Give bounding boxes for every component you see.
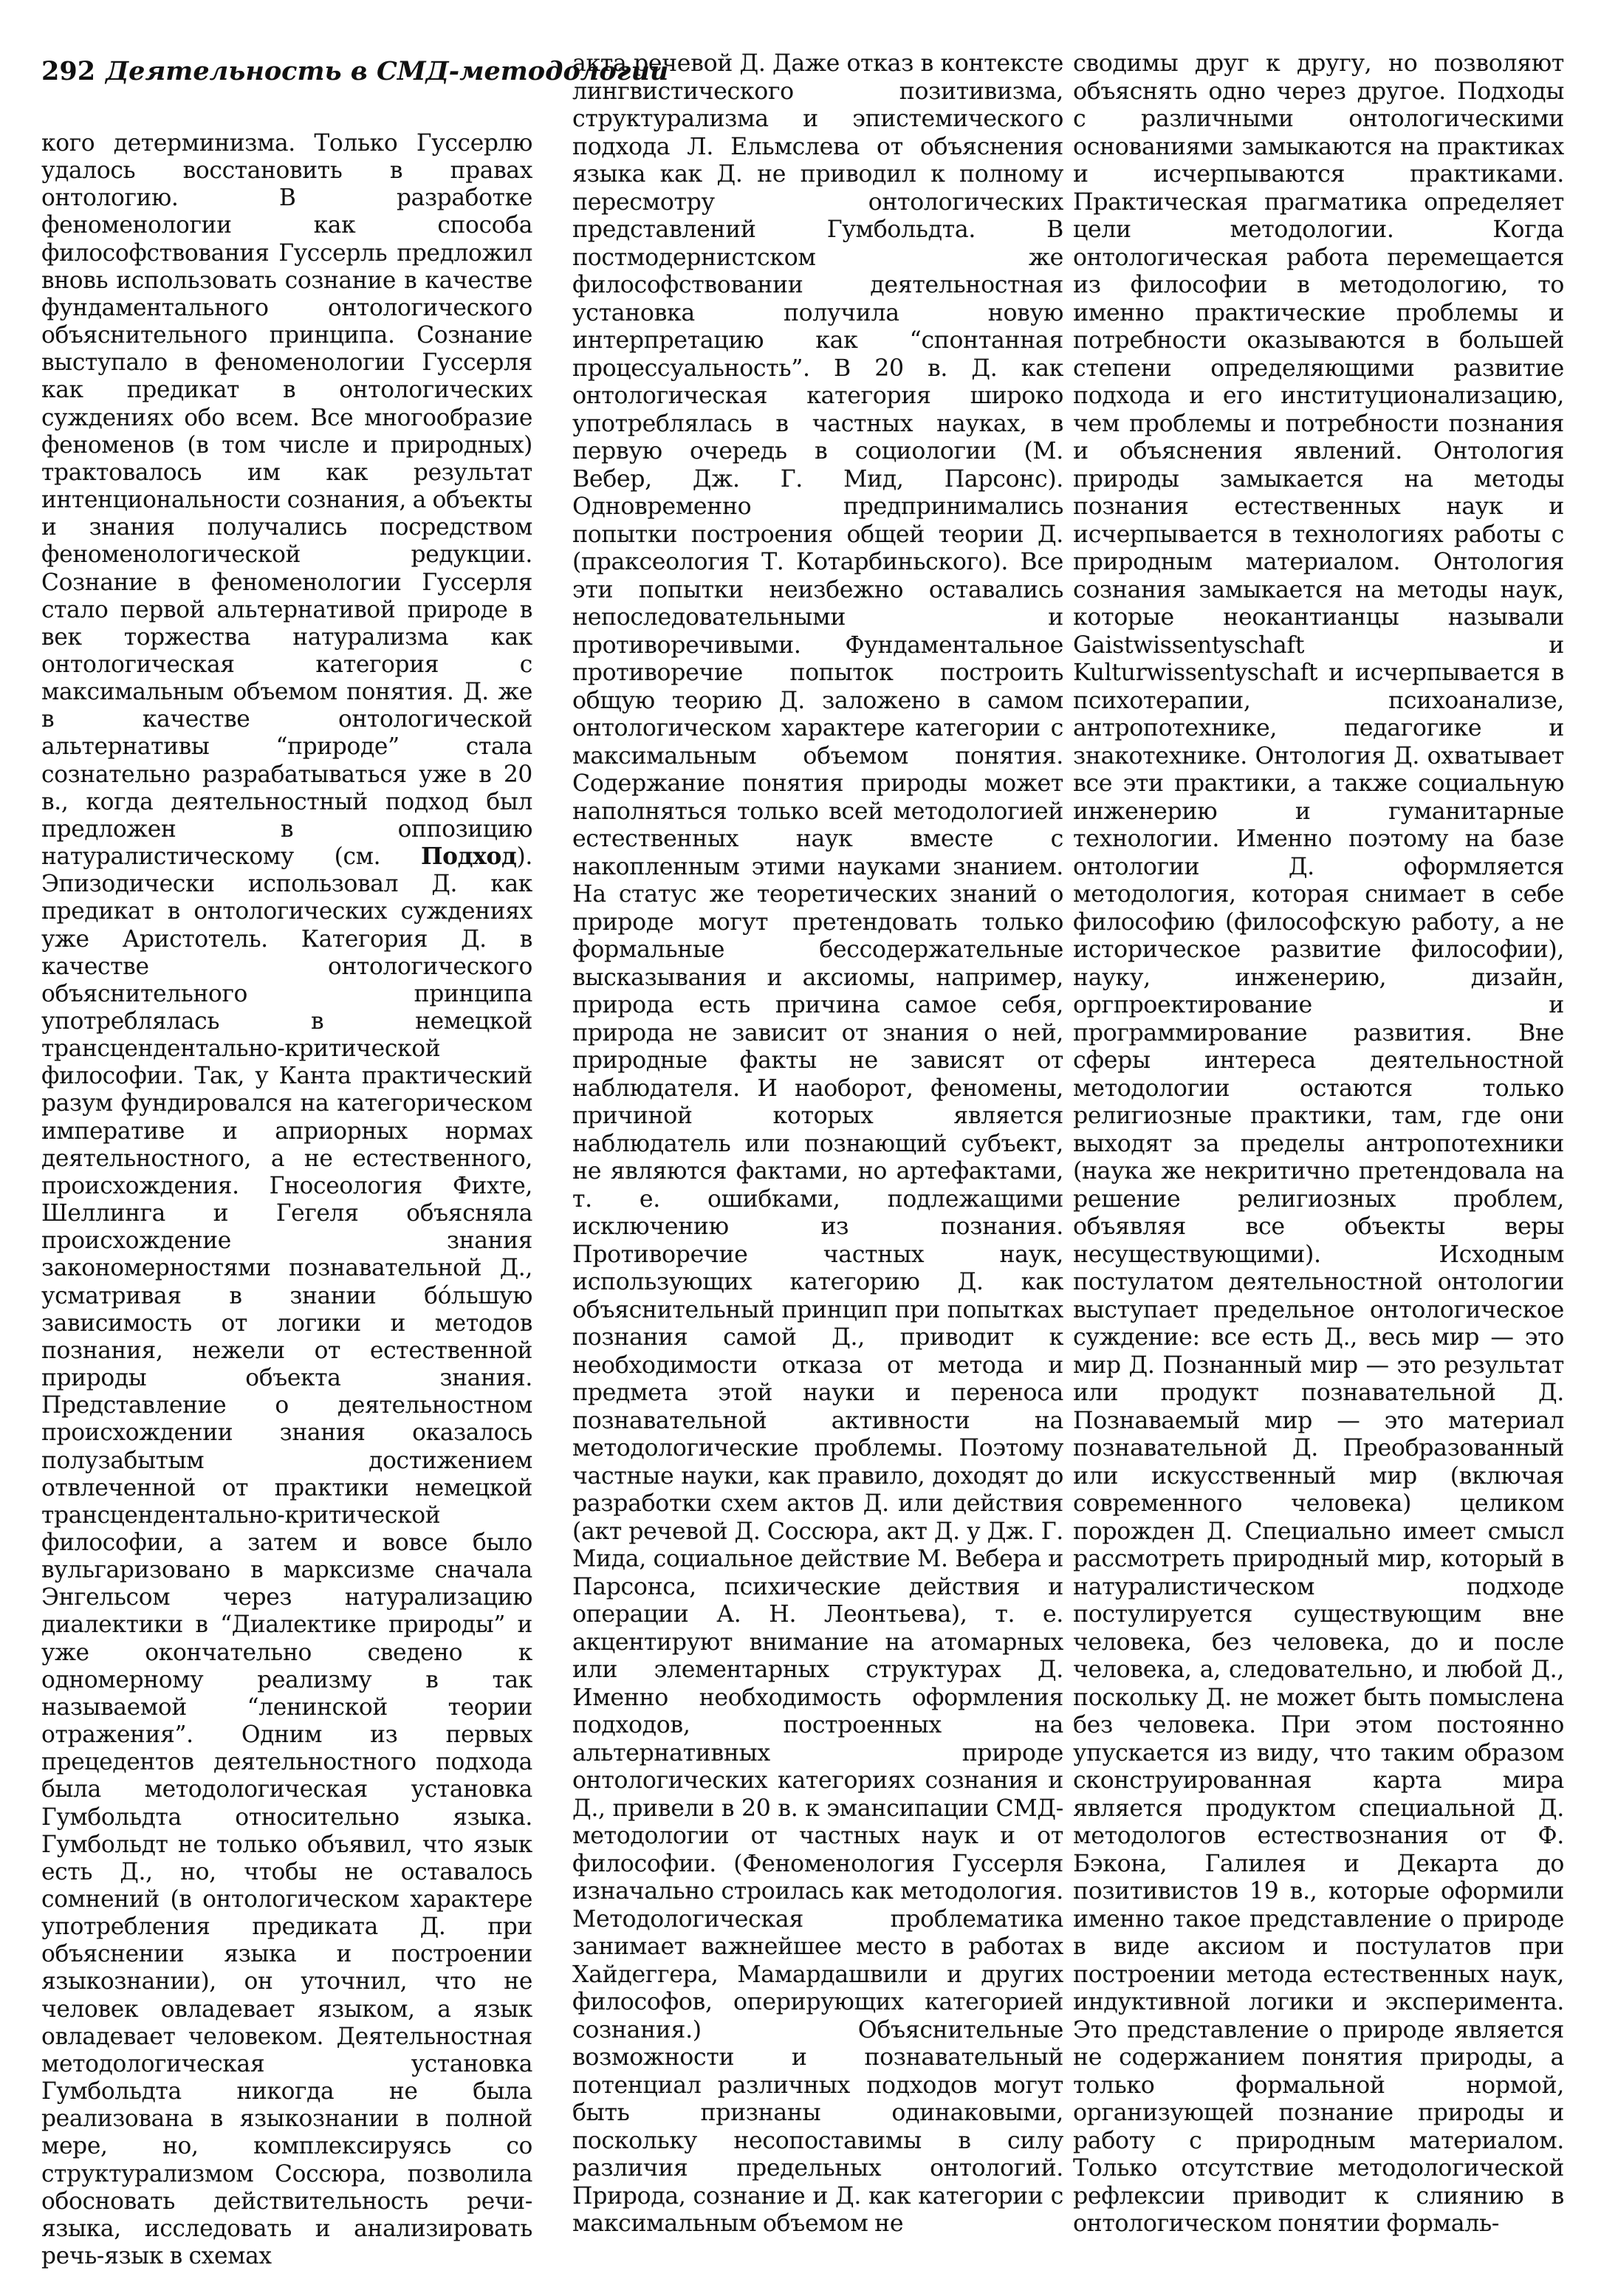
cross-reference: Подход bbox=[420, 843, 517, 871]
text-column-2 bbox=[572, 50, 1063, 2238]
running-title: Деятельность в СМД-методологии bbox=[106, 56, 669, 86]
page-number: 292 bbox=[41, 56, 96, 86]
column-3-text: сводимы друг к другу, но позволяют объяснять одно через другое. Подходы с различными онтологическими основаниями замыкаются на практиках и исчерпываются практиками. Практическая прагматика определяет цели методологии. Когда онтологическая работа перемещается из философии в методологию, то именно практические проблемы и потребности оказываются в большей степени определяющими развитие подхода и его институционализацию, чем проблемы и потребности познания и объяснения явлений. Онтология природы замыкается на методы познания естественных наук и исчерпывается в технологиях работы с природным материалом. Онтология сознания замыкается на методы наук, которые неокантианцы называли Gaistwissentyschaft и Kulturwissentyschaft и исчерпывается в психотерапии, психоанализе, антропотехнике, педагогике и знакотехнике. Онтология Д. охватывает все эти практики, а также социальную инженерию и гуманитарные технологии. Именно поэтому на базе онтологии Д. оформляется методология, которая снимает в себе философию (философскую работу, а не историческое развитие философии), науку, инженерию, дизайн, оргпроектирование и программирование развития. Вне сферы интереса деятельностной методологии остаются только религиозные практики, там, где они выходят за пределы антропотехники (наука же некритично претендовала на решение религиозных проблем, объявляя все объекты веры несуществующими). Исходным постулатом деятельностной онтологии выступает предельное онтологическое суждение: все есть Д., весь мир — это мир Д. Познанный мир — это результат или продукт познавательной Д. Познаваемый мир — это материал познавательной Д. Преобразованный или искусственный мир (включая современного человека) целиком порожден Д. Специально имеет смысл рассмотреть природный мир, который в натуралистическом подходе постулируется существующим вне человека, без человека, до и после человека, а, следовательно, и любой Д., поскольку Д. не может быть помыслена без человека. При этом постоянно упускается из виду, что таким образом сконструированная карта мира является продуктом специальной Д. методологов естествознания от Ф. Бэкона, Галилея и Декарта до позитивистов 19 в., которые оформили именно такое представление о природе в виде аксиом и постулатов при построении метода естественных наук, индуктивной логики и эксперимента. Это представление о природе является не содержанием понятия природы, а только формальной нормой, организующей познание природы и работу с природным материалом. Только отсутствие методологической рефлексии приводит к слиянию в онтологическом понятии формаль- bbox=[1073, 50, 1564, 2237]
text-column-3 bbox=[1073, 50, 1564, 2238]
running-header bbox=[41, 56, 669, 100]
column-1-text-part-2: ). Эпизодически использовал Д. как предикат в онтологических суждениях уже Аристотель. Категория Д. в качестве онтологического объяснительного принципа употреблялась в немецкой трансцендентально-критической философии. Так, у Канта практический разум фундировался на категорическом императиве и априорных нормах деятельностного, а не естественного, происхождения. Гносеология Фихте, Шеллинга и Гегеля объясняла происхождение знания закономерностями познавательной Д., усматривая в знании бо́льшую зависимость от логики и методов познания, нежели от естественной природы объекта знания. Представление о деятельностном происхождении знания оказалось полузабытым достижением отвлеченной от практики немецкой трансцендентально-критической философии, а затем и вовсе было вульгаризовано в марксизме сначала Энгельсом через натурализацию диалектики в “Диалектике природы” и уже окончательно сведено к одномерному реализму в так называемой “ленинской теории отражения”. Одним из первых прецедентов деятельностного подхода была методологическая установка Гумбольдта относительно языка. Гумбольдт не только объявил, что язык есть Д., но, чтобы не оставалось сомнений (в онтологическом характере употребления предиката Д. при объяснении языка и построении языкознании), он уточнил, что не человек овладевает языком, а язык овладевает человеком. Деятельностная методологическая установка Гумбольдта никогда не была реализована в языкознании в полной мере, но, комплексируясь со структурализмом Соссюра, позволила обосновать действительность речи-языка, исследовать и анализировать речь-язык в схемах bbox=[41, 843, 532, 2270]
column-1-text bbox=[41, 130, 532, 2270]
text-column-1 bbox=[41, 130, 532, 2270]
column-2-text: акта речевой Д. Даже отказ в контексте лингвистического позитивизма, структурализма и эпистемического подхода Л. Ельмслева от объяснения языка как Д. не приводил к полному пересмотру онтологических представлений Гумбольдта. В постмодернистском же философствовании деятельностная установка получила новую интерпретацию как “спонтанная процессуальность”. В 20 в. Д. как онтологическая категория широко употреблялась в частных науках, в первую очередь в социологии (М. Вебер, Дж. Г. Мид, Парсонс). Одновременно предпринимались попытки построения общей теории Д. (праксеология Т. Котарбиньского). Все эти попытки неизбежно оставались непоследовательными и противоречивыми. Фундаментальное противоречие попыток построить общую теорию Д. заложено в самом онтологическом характере категории с максимальным объемом понятия. Содержание понятия природы может наполняться только всей методологией естественных наук вместе с накопленным этими науками знанием. На статус же теоретических знаний о природе могут претендовать только формальные бессодержательные высказывания и аксиомы, например, природа есть причина самое себя, природа не зависит от знания о ней, природные факты не зависят от наблюдателя. И наоборот, феномены, причиной которых является наблюдатель или познающий субъект, не являются фактами, но артефактами, т. е. ошибками, подлежащими исключению из познания. Противоречие частных наук, использующих категорию Д. как объяснительный принцип при попытках познания самой Д., приводит к необходимости отказа от метода и предмета этой науки и переноса познавательной активности на методологические проблемы. Поэтому частные науки, как правило, доходят до разработки схем актов Д. или действия (акт речевой Д. Соссюра, акт Д. у Дж. Г. Мида, социальное действие М. Вебера и Парсонса, психические действия и операции А. Н. Леонтьева), т. е. акцентируют внимание на атомарных или элементарных структурах Д. Именно необходимость оформления подходов, построенных на альтернативных природе онтологических категориях сознания и Д., привели в 20 в. к эмансипации СМД-методологии от частных наук и от философии. (Феноменология Гуссерля изначально строилась как методология. Методологическая проблематика занимает важнейшее место в работах Хайдеггера, Мамардашвили и других философов, оперирующих категорией сознания.) Объяснительные возможности и познавательный потенциал различных подходов могут быть признаны одинаковыми, поскольку несопоставимы в силу различия предельных онтологий. Природа, сознание и Д. как категории с максимальным объемом не bbox=[572, 50, 1063, 2237]
column-1-text-part-1: кого детерминизма. Только Гуссерлю удалось восстановить в правах онтологию. В разработке феноменологии как способа философствования Гуссерль предложил вновь использовать сознание в качестве фундаментального онтологического объяснительного принципа. Сознание выступало в феноменологии Гуссерля как предикат в онтологических суждениях обо всем. Все многообразие феноменов (в том числе и природных) трактовалось им как результат интенциональности сознания, а объекты и знания получались посредством феноменологической редукции. Сознание в феноменологии Гуссерля стало первой альтернативой природе в век торжества натурализма как онтологическая категория с максимальным объемом понятия. Д. же в качестве онтологической альтернативы “природе” стала сознательно разрабатываться уже в 20 в., когда деятельностный подход был предложен в оппозицию натуралистическому (см. bbox=[41, 130, 532, 871]
